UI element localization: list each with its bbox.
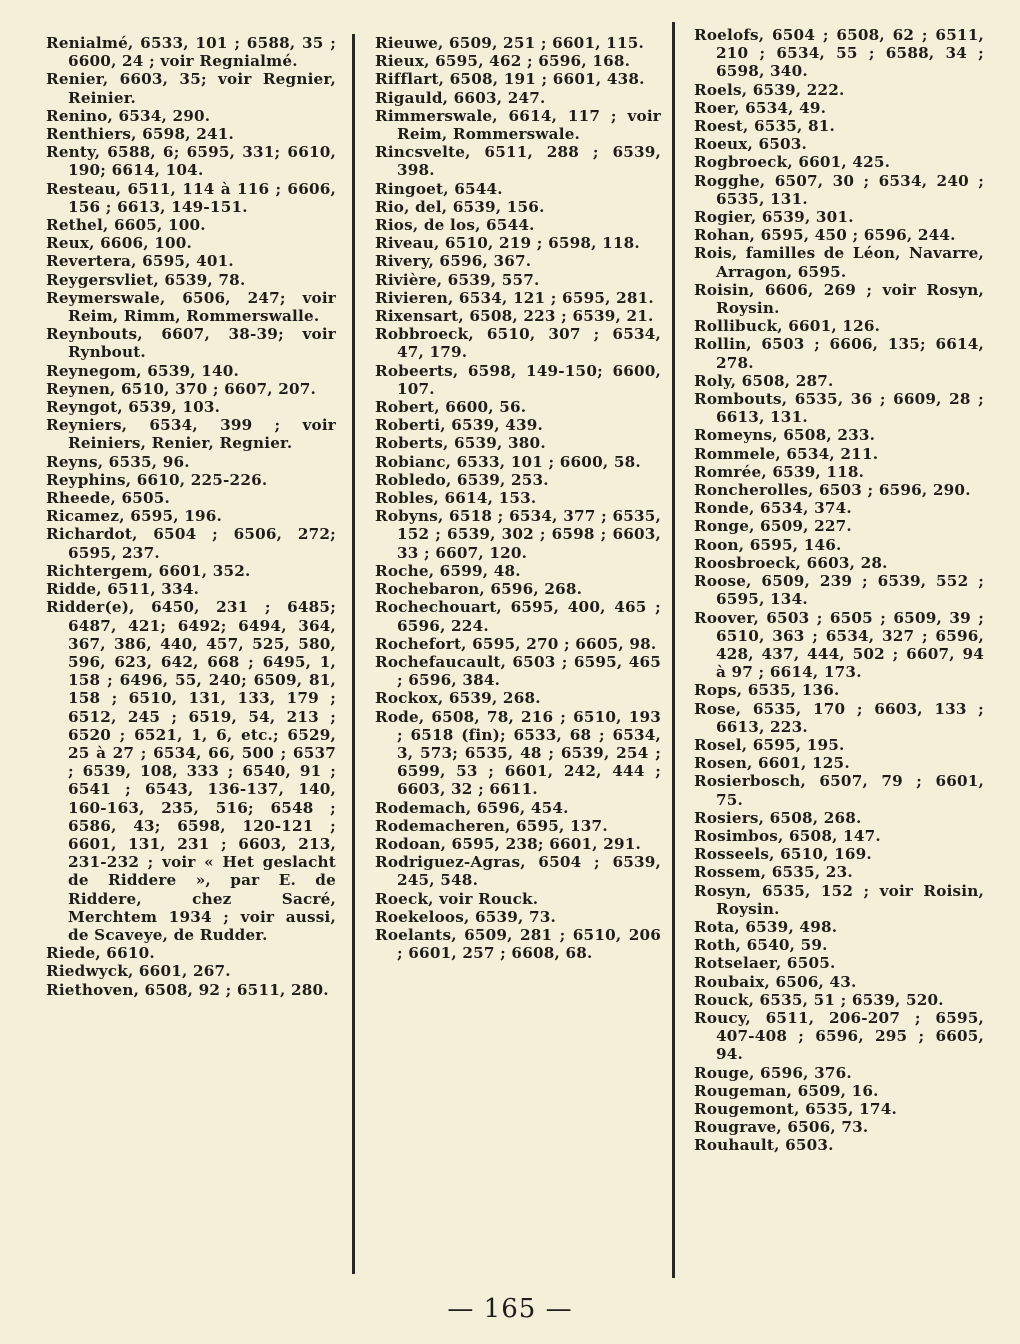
- index-entry: Reynen, 6510, 370 ; 6607, 207.: [46, 379, 316, 398]
- index-entry: Rollin, 6503 ; 6606, 135; 6614, 278.: [694, 335, 984, 372]
- index-entry: Rotselaer, 6505.: [694, 954, 836, 973]
- index-entry: Roisin, 6606, 269 ; voir Rosyn, Roysin.: [694, 280, 984, 318]
- index-entry: Riveau, 6510, 219 ; 6598, 118.: [375, 234, 640, 253]
- index-entry: Rochefort, 6595, 270 ; 6605, 98.: [375, 634, 657, 653]
- index-entry: Reux, 6606, 100.: [46, 234, 192, 253]
- index-entry: Rosel, 6595, 195.: [694, 735, 845, 754]
- index-entry: Rincsvelte, 6511, 288 ; 6539, 398.: [375, 143, 661, 180]
- index-entry: Robbroeck, 6510, 307 ; 6534, 47, 179.: [375, 325, 661, 362]
- index-entry: Rose, 6535, 170 ; 6603, 133 ; 6613, 223.: [694, 699, 984, 736]
- index-entry: Reyngot, 6539, 103.: [46, 398, 221, 417]
- index-entry: Rossem, 6535, 23.: [694, 863, 853, 882]
- index-entry: Roose, 6509, 239 ; 6539, 552 ; 6595, 134.: [694, 572, 984, 609]
- index-column-1: [46, 34, 336, 999]
- index-entry: Reyns, 6535, 96.: [46, 452, 190, 471]
- index-entry: Robert, 6600, 56.: [375, 398, 527, 417]
- index-entry: Richardot, 6504 ; 6506, 272; 6595, 237.: [46, 525, 336, 562]
- index-entry: Reygersvliet, 6539, 78.: [46, 270, 246, 289]
- index-entry: Resteau, 6511, 114 à 116 ; 6606, 156 ; 6613, 149-151.: [46, 179, 336, 216]
- index-column-3: [694, 26, 984, 1155]
- column-divider: [352, 34, 355, 1274]
- index-entry: Richtergem, 6601, 352.: [46, 561, 251, 580]
- index-entry: Riedwyck, 6601, 267.: [46, 962, 231, 981]
- index-entry: Rochefaucault, 6503 ; 6595, 465 ; 6596, 384.: [375, 652, 661, 690]
- index-entry: Renialmé, 6533, 101 ; 6588, 35 ; 6600, 24 ; voir Regnialmé.: [46, 34, 336, 71]
- index-entry: Reynbouts, 6607, 38-39; voir Rynbout.: [46, 325, 336, 362]
- index-entry: Rixensart, 6508, 223 ; 6539, 21.: [375, 307, 654, 326]
- index-entry: Roberts, 6539, 380.: [375, 434, 546, 453]
- index-entry: Rios, de los, 6544.: [375, 216, 535, 235]
- index-entry: Roels, 6539, 222.: [694, 80, 845, 99]
- index-entry: Rommele, 6534, 211.: [694, 444, 879, 463]
- index-entry: Rodemach, 6596, 454.: [375, 798, 569, 817]
- index-entry: Rogbroeck, 6601, 425.: [694, 153, 891, 172]
- index-entry: Roubaix, 6506, 43.: [694, 972, 857, 991]
- index-entry: Robles, 6614, 153.: [375, 489, 537, 508]
- index-entry: Rougemont, 6535, 174.: [694, 1099, 897, 1118]
- index-entry: Romeyns, 6508, 233.: [694, 426, 876, 445]
- index-entry: Rodemacheren, 6595, 137.: [375, 816, 608, 835]
- index-entry: Revertera, 6595, 401.: [46, 252, 234, 271]
- index-entry: Roover, 6503 ; 6505 ; 6509, 39 ; 6510, 363 ; 6534, 327 ; 6596, 428, 437, 444, 502 ; 6607, 94 à 97 ; 6614, 173.: [694, 608, 984, 682]
- index-entry: Rodriguez-Agras, 6504 ; 6539, 245, 548.: [375, 853, 661, 890]
- index-entry: Reymerswale, 6506, 247; voir Reim, Rimm, Rommerswalle.: [46, 288, 336, 326]
- index-entry: Riede, 6610.: [46, 944, 155, 963]
- index-entry: Rio, del, 6539, 156.: [375, 197, 545, 216]
- index-entry: Roelofs, 6504 ; 6508, 62 ; 6511, 210 ; 6534, 55 ; 6588, 34 ; 6598, 340.: [694, 26, 984, 81]
- index-entry: Rodoan, 6595, 238; 6601, 291.: [375, 834, 642, 853]
- index-entry: Rollibuck, 6601, 126.: [694, 317, 881, 336]
- index-entry: Rieux, 6595, 462 ; 6596, 168.: [375, 52, 631, 71]
- index-entry: Robyns, 6518 ; 6534, 377 ; 6535, 152 ; 6539, 302 ; 6598 ; 6603, 33 ; 6607, 120.: [375, 507, 661, 562]
- index-entry: Roekeloos, 6539, 73.: [375, 907, 557, 926]
- index-entry: Rifflart, 6508, 191 ; 6601, 438.: [375, 70, 645, 89]
- index-entry: Rois, familles de Léon, Navarre, Arragon, 6595.: [694, 244, 984, 281]
- index-entry: Rivière, 6539, 557.: [375, 270, 540, 289]
- index-entry: Rouge, 6596, 376.: [694, 1063, 852, 1082]
- index-entry: Rogier, 6539, 301.: [694, 208, 854, 227]
- index-entry: Ridde, 6511, 334.: [46, 580, 200, 599]
- index-entry: Roly, 6508, 287.: [694, 371, 834, 390]
- index-entry: Rouck, 6535, 51 ; 6539, 520.: [694, 990, 944, 1009]
- page-number: — 165 —: [447, 1294, 573, 1324]
- index-entry: Rigauld, 6603, 247.: [375, 88, 546, 107]
- index-entry: Robeerts, 6598, 149-150; 6600, 107.: [375, 361, 661, 398]
- index-entry: Roest, 6535, 81.: [694, 117, 836, 136]
- index-entry: Rougeman, 6509, 16.: [694, 1081, 879, 1100]
- index-entry: Rosierbosch, 6507, 79 ; 6601, 75.: [694, 772, 984, 809]
- index-entry: Riethoven, 6508, 92 ; 6511, 280.: [46, 980, 329, 999]
- index-entry: Rosimbos, 6508, 147.: [694, 826, 881, 845]
- index-entry: Ricamez, 6595, 196.: [46, 507, 223, 526]
- index-entry: Rode, 6508, 78, 216 ; 6510, 193 ; 6518 (fin); 6533, 68 ; 6534, 3, 573; 6535, 48 ; 6539, 254 ; 6599, 53 ; 6601, 242, 444 ; 6603, 32 ; 6611.: [375, 707, 661, 799]
- index-entry: Rosen, 6601, 125.: [694, 754, 850, 773]
- index-entry: Rosseels, 6510, 169.: [694, 845, 872, 864]
- index-entry: Renier, 6603, 35; voir Regnier, Reinier.: [46, 70, 336, 107]
- index-entry: Rethel, 6605, 100.: [46, 216, 206, 235]
- index-entry: Rouhault, 6503.: [694, 1136, 834, 1155]
- index-entry: Rheede, 6505.: [46, 489, 171, 508]
- index-entry: Rockox, 6539, 268.: [375, 689, 541, 708]
- index-entry: Renty, 6588, 6; 6595, 331; 6610, 190; 6614, 104.: [46, 143, 336, 180]
- index-entry: Rivieren, 6534, 121 ; 6595, 281.: [375, 288, 654, 307]
- index-entry: Rochebaron, 6596, 268.: [375, 580, 583, 599]
- index-entry: Ringoet, 6544.: [375, 179, 503, 198]
- index-entry: Roth, 6540, 59.: [694, 936, 828, 955]
- index-entry: Roucy, 6511, 206-207 ; 6595, 407-408 ; 6596, 295 ; 6605, 94.: [694, 1008, 984, 1064]
- index-entry: Robledo, 6539, 253.: [375, 470, 549, 489]
- index-entry: Ronde, 6534, 374.: [694, 499, 852, 518]
- index-entry: Rieuwe, 6509, 251 ; 6601, 115.: [375, 34, 644, 52]
- index-entry: Renthiers, 6598, 241.: [46, 125, 234, 144]
- index-entry: Roche, 6599, 48.: [375, 561, 521, 580]
- index-column-2: [375, 34, 661, 962]
- index-entry: Reyphins, 6610, 225-226.: [46, 470, 268, 489]
- index-entry: Renino, 6534, 290.: [46, 106, 211, 125]
- index-entry: Rogghe, 6507, 30 ; 6534, 240 ; 6535, 131.: [694, 171, 984, 208]
- index-entry: Rochechouart, 6595, 400, 465 ; 6596, 224.: [375, 598, 661, 635]
- index-entry: Rosiers, 6508, 268.: [694, 808, 862, 827]
- index-entry: Romrée, 6539, 118.: [694, 462, 865, 481]
- index-entry: Ronge, 6509, 227.: [694, 517, 852, 536]
- index-entry: Roer, 6534, 49.: [694, 98, 827, 117]
- index-entry: Roberti, 6539, 439.: [375, 416, 544, 435]
- index-entry: Rohan, 6595, 450 ; 6596, 244.: [694, 226, 956, 245]
- index-entry: Rota, 6539, 498.: [694, 917, 838, 936]
- index-entry: Rosyn, 6535, 152 ; voir Roisin, Roysin.: [694, 881, 984, 918]
- index-entry: Rops, 6535, 136.: [694, 681, 840, 700]
- column-divider: [672, 22, 675, 1278]
- index-entry: Rimmerswale, 6614, 117 ; voir Reim, Rommerswale.: [375, 106, 661, 144]
- index-entry: Roeux, 6503.: [694, 135, 808, 154]
- index-entry: Robianc, 6533, 101 ; 6600, 58.: [375, 452, 641, 471]
- index-entry: Roosbroeck, 6603, 28.: [694, 553, 888, 572]
- index-entry: Rivery, 6596, 367.: [375, 252, 532, 271]
- index-entry: Reynegom, 6539, 140.: [46, 361, 240, 380]
- index-entry: Roelants, 6509, 281 ; 6510, 206 ; 6601, 257 ; 6608, 68.: [375, 925, 661, 963]
- index-entry: Roncherolles, 6503 ; 6596, 290.: [694, 481, 971, 500]
- index-entry: Reyniers, 6534, 399 ; voir Reiniers, Renier, Regnier.: [46, 416, 336, 453]
- index-entry: Roeck, voir Rouck.: [375, 889, 539, 908]
- index-entry: Rombouts, 6535, 36 ; 6609, 28 ; 6613, 131.: [694, 390, 984, 427]
- index-entry: Roon, 6595, 146.: [694, 535, 842, 554]
- index-entry: Rougrave, 6506, 73.: [694, 1118, 869, 1137]
- index-entry: Ridder(e), 6450, 231 ; 6485; 6487, 421; 6492; 6494, 364, 367, 386, 440, 457, 525, 580, 596, 623, 642, 668 ; 6495, 1, 158 ; 6496, 55, 240; 6509, 81, 158 ; 6510, 131, 133, 179 ; 6512, 245 ; 6519, 54, 213 ; 6520 ; 6521, 1, 6, etc.; 6529, 25 à 27 ; 6534, 66, 500 ; 6537 ; 6539, 108, 333 ; 6540, 91 ; 6541 ; 6543, 136-137, 140, 160-163, 235, 516; 6548 ; 6586, 43; 6598, 120-121 ; 6601, 131, 231 ; 6603, 213, 231-232 ; voir « Het geslacht de Riddere », par E. de Riddere, chez Sacré, Merchtem 1934 ; voir aussi, de Scaveye, de Rudder.: [46, 598, 336, 944]
